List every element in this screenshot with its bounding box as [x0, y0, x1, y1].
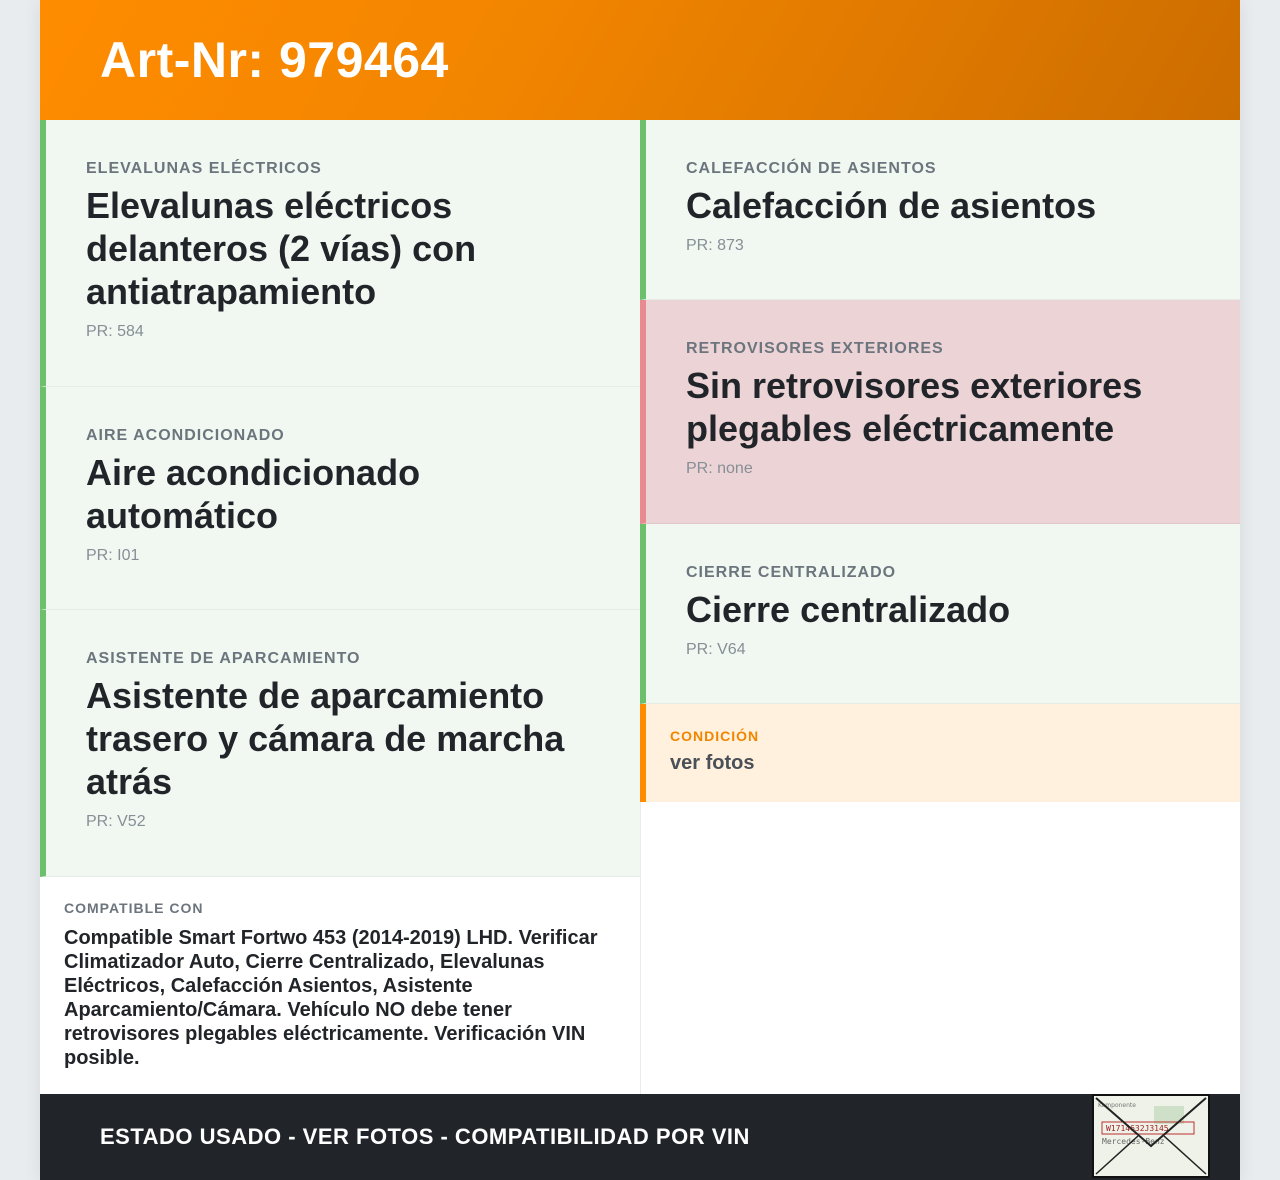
feature-card-air-conditioning [40, 387, 640, 610]
footer-bar [40, 1094, 1240, 1180]
feature-card-mirrors [640, 300, 1240, 524]
feature-category: RETROVISORES EXTERIORES [686, 340, 944, 357]
header-bar [40, 0, 1240, 120]
left-column [40, 120, 641, 1094]
feature-card-parking-assist [40, 610, 640, 877]
feature-title: Elevalunas eléctricos delanteros (2 vías) con antiatrapamiento [86, 185, 477, 312]
thumb-small-label: Komponente [1098, 1102, 1136, 1109]
feature-category: ASISTENTE DE APARCAMIENTO [86, 650, 361, 667]
condition-value: ver fotos [670, 752, 755, 774]
thumb-brand-text: Mercedes-Benz [1102, 1137, 1165, 1146]
compatibility-section [64, 900, 614, 1070]
feature-card-seat-heating [640, 120, 1240, 300]
compatibility-text: Compatible Smart Fortwo 453 (2014-2019) LHD. Verificar Climatizador Auto, Cierre Centralizado, Elevalunas Eléctricos, Calefacción Asientos, Asistente Aparcamiento/Cámara. Vehículo NO debe tener retrovisores plegables eléctricamente. Verificación VIN posible. [64, 927, 598, 1069]
thumb-vin-text: W1714632J3145 [1106, 1124, 1169, 1133]
feature-pr-code: PR: V64 [686, 641, 746, 658]
feature-category: CIERRE CENTRALIZADO [686, 564, 897, 581]
feature-title: Cierre centralizado [686, 589, 1011, 630]
feature-pr-code: PR: none [686, 460, 753, 477]
feature-pr-code: PR: 873 [686, 237, 744, 254]
feature-title: Sin retrovisores exteriores plegables eléctricamente [686, 365, 1143, 449]
feature-pr-code: PR: I01 [86, 547, 140, 564]
right-column [640, 120, 1240, 1094]
feature-columns [40, 120, 1240, 1094]
feature-title: Aire acondicionado automático [86, 452, 421, 536]
feature-card-power-windows [40, 120, 640, 387]
condition-box [640, 704, 1240, 802]
feature-pr-code: PR: 584 [86, 323, 144, 340]
feature-category: ELEVALUNAS ELÉCTRICOS [86, 160, 322, 177]
compatibility-label: COMPATIBLE CON [64, 900, 204, 916]
condition-label: CONDICIÓN [670, 728, 760, 744]
article-number-title: Art-Nr: 979464 [100, 32, 449, 88]
feature-category: AIRE ACONDICIONADO [86, 427, 285, 444]
feature-category: CALEFACCIÓN DE ASIENTOS [686, 160, 937, 177]
feature-title: Calefacción de asientos [686, 185, 1097, 226]
feature-title: Asistente de aparcamiento trasero y cámara de marcha atrás [86, 675, 565, 802]
footer-text: ESTADO USADO - VER FOTOS - COMPATIBILIDAD POR VIN [100, 1124, 750, 1149]
vin-plate-photo-icon[interactable] [1092, 1094, 1210, 1178]
spec-sheet [40, 0, 1240, 1180]
feature-card-central-locking [640, 524, 1240, 704]
feature-pr-code: PR: V52 [86, 813, 146, 830]
